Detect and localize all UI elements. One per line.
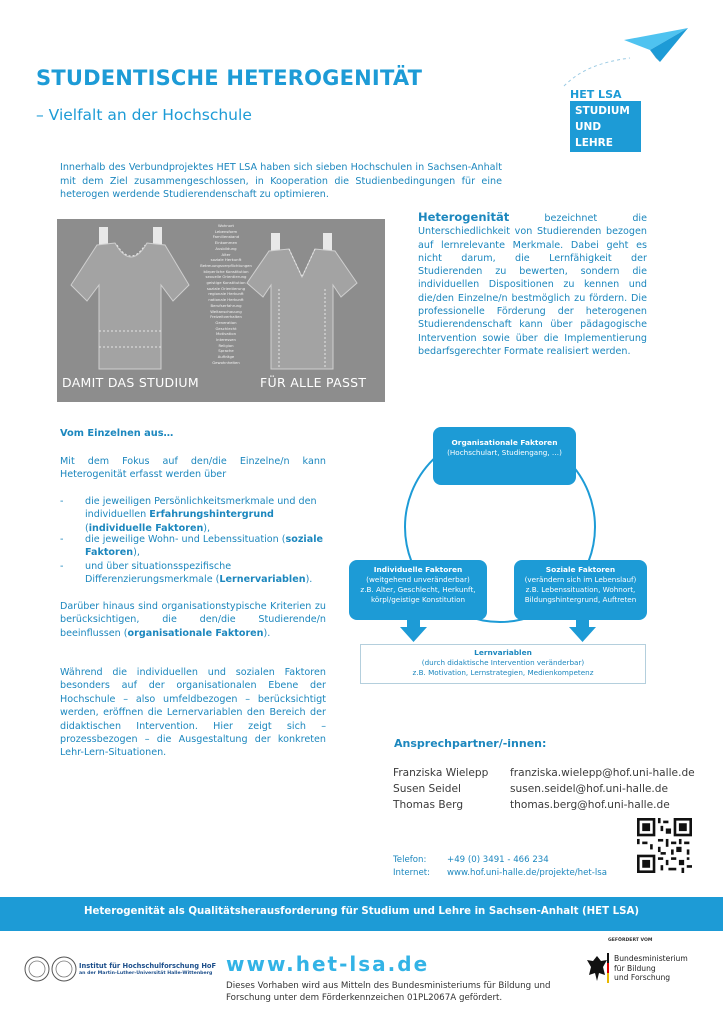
box-title: Individuelle Faktoren — [373, 565, 463, 574]
word-item: Religion — [218, 342, 234, 348]
hof-institute-name: Institut für Hochschulforschung HoF — [79, 962, 217, 970]
logo-het-text: HET LSA — [570, 88, 622, 101]
project-band-text: Heterogenität als Qualitätsherausforderung für Studium und Lehre in Sachsen-Anhalt (HET LSA) — [84, 906, 639, 917]
federal-eagle-icon — [585, 953, 609, 985]
box-title: Lernvariablen — [474, 648, 532, 657]
contact-email-link[interactable]: franziska.wielepp@hof.uni-halle.de — [510, 767, 695, 779]
page-title: STUDENTISCHE HETEROGENITÄT — [36, 66, 423, 90]
contact-name: Susen Seidel — [393, 783, 461, 795]
heterogenitaet-term: Heterogenität — [418, 210, 510, 224]
word-item: sexuelle Orientierung — [205, 274, 247, 280]
contact-name: Thomas Berg — [393, 799, 464, 811]
qr-code-icon[interactable] — [637, 818, 692, 873]
image-caption-left: DAMIT DAS STUDIUM — [62, 375, 199, 390]
logo-block — [570, 101, 641, 152]
university-seal-icon — [24, 956, 78, 982]
box-line: z.B. Motivation, Lernstrategien, Medienkompetenz — [412, 668, 594, 677]
image-caption-right: FÜR ALLE PASST — [260, 375, 367, 390]
einzelnen-para2 — [60, 600, 326, 640]
section-heading: Vom Einzelnen aus… — [60, 428, 174, 439]
bullet-text-plain: und über situationsspezifische Differenzierungsmerkmale ( — [85, 561, 232, 586]
intro-paragraph: Innerhalb des Verbundprojektes HET LSA haben sich sieben Hochschulen in Sachsen-Anhalt mit dem Ziel zusammengeschlossen, in Kooperation die Studienbedingungen für eine heterogen werdende Studierendenschaft zu optimieren. — [60, 162, 502, 200]
bullet-text-mid: ), — [133, 547, 140, 559]
word-list — [196, 223, 256, 366]
logo-line-lehre: LEHRE — [575, 137, 613, 149]
word-item: Weltanschauung — [210, 308, 242, 314]
bullet-text-bold: Erfahrungshintergrund — [149, 509, 274, 521]
word-item: Einkommen — [214, 240, 238, 246]
bullet-text-bold: Lernervariablen — [219, 574, 306, 586]
word-item: Betreuungsverpflichtungen — [200, 262, 252, 268]
telefon-label: Telefon: — [393, 855, 427, 865]
funding-notice: Dieses Vorhaben wird aus Mitteln des Bundesministeriums für Bildung und Forschung unter dem Förderkennzeichen 01PL2067A gefördert. — [226, 981, 551, 1003]
contact-heading: Ansprechpartner/-innen: — [394, 737, 547, 750]
contact-email-link[interactable]: susen.seidel@hof.uni-halle.de — [510, 783, 669, 795]
word-item: Interessen — [216, 337, 236, 343]
box-title: Organisationale Faktoren — [451, 438, 558, 447]
gefoerdert-label: GEFÖRDERT VOM — [608, 938, 653, 943]
contact-name: Franziska Wielepp — [393, 767, 489, 779]
list-item — [60, 533, 323, 561]
bullet-text-mid: ( — [85, 522, 89, 534]
word-item: Geschlecht — [215, 325, 237, 331]
box-line: (weitgehend unveränderbar) — [366, 575, 470, 584]
para2-text: Darüber hinaus sind organisationstypische Kriterien zu berücksichtigen, die den/die Studierende/n beeinflussen ( — [60, 601, 326, 639]
diagram-box-lernvariablen — [360, 644, 646, 684]
website-link[interactable]: www.het-lsa.de — [226, 952, 430, 976]
page-subtitle: – Vielfalt an der Hochschule — [36, 106, 252, 124]
word-item: Lebensform — [214, 228, 238, 234]
internet-link[interactable]: www.hof.uni-halle.de/projekte/het-lsa — [447, 868, 607, 878]
box-line: (verändern sich im Lebenslauf) — [524, 575, 637, 584]
word-item: soziale Orientierung — [206, 285, 246, 291]
internet-label: Internet: — [393, 868, 431, 878]
word-item: soziale Herkunft — [210, 257, 242, 263]
heterogenitaet-paragraph — [418, 211, 647, 358]
word-item: Ausbildung — [215, 245, 237, 251]
einzelnen-para1: Mit dem Fokus auf den/die Einzelne/n kann Heterogenität erfasst werden über — [60, 456, 326, 481]
word-item: Familienstand — [212, 234, 240, 240]
bmbf-line: Bundesministerium — [614, 954, 688, 963]
para2-end: ). — [263, 627, 271, 639]
bmbf-line: für Bildung — [614, 963, 656, 973]
word-item: regionale Herkunft — [208, 291, 244, 297]
telefon-value: +49 (0) 3491 - 466 234 — [447, 855, 549, 865]
bullet-text — [85, 533, 325, 560]
diagram-box-individual — [349, 560, 487, 620]
word-item: Alter — [221, 251, 231, 257]
word-item: Generation — [215, 319, 237, 325]
dashed-flight-path — [560, 50, 640, 90]
word-item: Berufserfahrung — [210, 302, 242, 308]
box-line: z.B. Lebenssituation, Wohnort, — [525, 585, 636, 594]
word-item: Freizeitverhalten — [210, 314, 242, 320]
einzelnen-para3: Während die individuellen und sozialen Faktoren besonders auf der organisationalen Ebene der Hochschule – also umfeldbezogen – berücksichtigt werden, eröffnen die Lernervariablen den Bereich der didaktischen Intervention. Hier zeigt sich – prozessbezogen – die Ausgestaltung der konkreten Lehr-Lern-Situationen. — [60, 667, 326, 759]
box-title: Soziale Faktoren — [545, 565, 616, 574]
box-line: Bildungshintergrund, Auftreten — [524, 595, 637, 604]
bullet-text-end: ), — [203, 522, 211, 534]
contact-email-link[interactable]: thomas.berg@hof.uni-halle.de — [510, 799, 670, 811]
word-item: körperliche Konstitution — [203, 268, 249, 274]
box-line: körpl/geistige Konstitution — [370, 595, 466, 604]
diagram-box-organisational — [433, 427, 576, 485]
bullet-text-bold2: individuelle Faktoren — [88, 522, 204, 534]
logo-line-und: UND — [575, 121, 602, 133]
box-subtitle: (Hochschulart, Studiengang, …) — [447, 448, 562, 457]
para2-bold: organisationale Faktoren — [127, 627, 264, 639]
bullet-dash: - — [60, 534, 64, 545]
box-line: z.B. Alter, Geschlecht, Herkunft, — [360, 585, 476, 594]
diagram-box-social — [514, 560, 647, 620]
bullet-text-plain: die jeweiligen Persönlichkeitsmerkmale und den individuellen — [85, 496, 317, 521]
bullet-text — [85, 495, 325, 535]
hof-institute-sub: an der Martin-Luther-Universität Halle-Wittenberg — [79, 971, 213, 976]
word-item: Motivation — [216, 331, 236, 337]
word-item: Sprache — [218, 348, 234, 354]
box-line: (durch didaktische Intervention veränderbar) — [421, 658, 585, 667]
word-item: Wohnort — [217, 223, 235, 228]
bullet-dash: - — [60, 496, 64, 507]
bullet-text-bold: soziale Faktoren — [85, 534, 323, 559]
bmbf-line: und Forschung — [614, 973, 671, 982]
logo-line-studium: STUDIUM — [575, 105, 630, 117]
list-item — [60, 560, 320, 588]
bullet-text-mid: ). — [305, 574, 313, 586]
word-item: Aufträge — [217, 354, 235, 360]
word-item: Gewohnheiten — [212, 359, 240, 365]
word-item: geistige Konstitution — [206, 280, 246, 286]
word-item: nationale Herkunft — [208, 297, 244, 303]
bullet-text — [85, 560, 325, 587]
bmbf-name — [614, 954, 704, 983]
heterogenitaet-text: bezeichnet die Unterschiedlichkeit von Studierenden bezogen auf lernrelevante Merkmale. Dabei geht es nicht darum, die Lernfähigkeit der Studierenden zu bewerten, sondern die individuellen Dispositionen zu kennen und die/den Einzelne/n bestmöglich zu fördern. Die professionelle Förderung der heterogenen Studierendenschaft kann über pädagogische Intervention sowie über die Implementierung bedarfsgerechter Formate realisiert werden. — [418, 213, 647, 357]
list-item — [60, 495, 320, 535]
bullet-dash: - — [60, 561, 64, 572]
bullet-text-plain: die jeweilige Wohn- und Lebenssituation ( — [85, 534, 286, 545]
